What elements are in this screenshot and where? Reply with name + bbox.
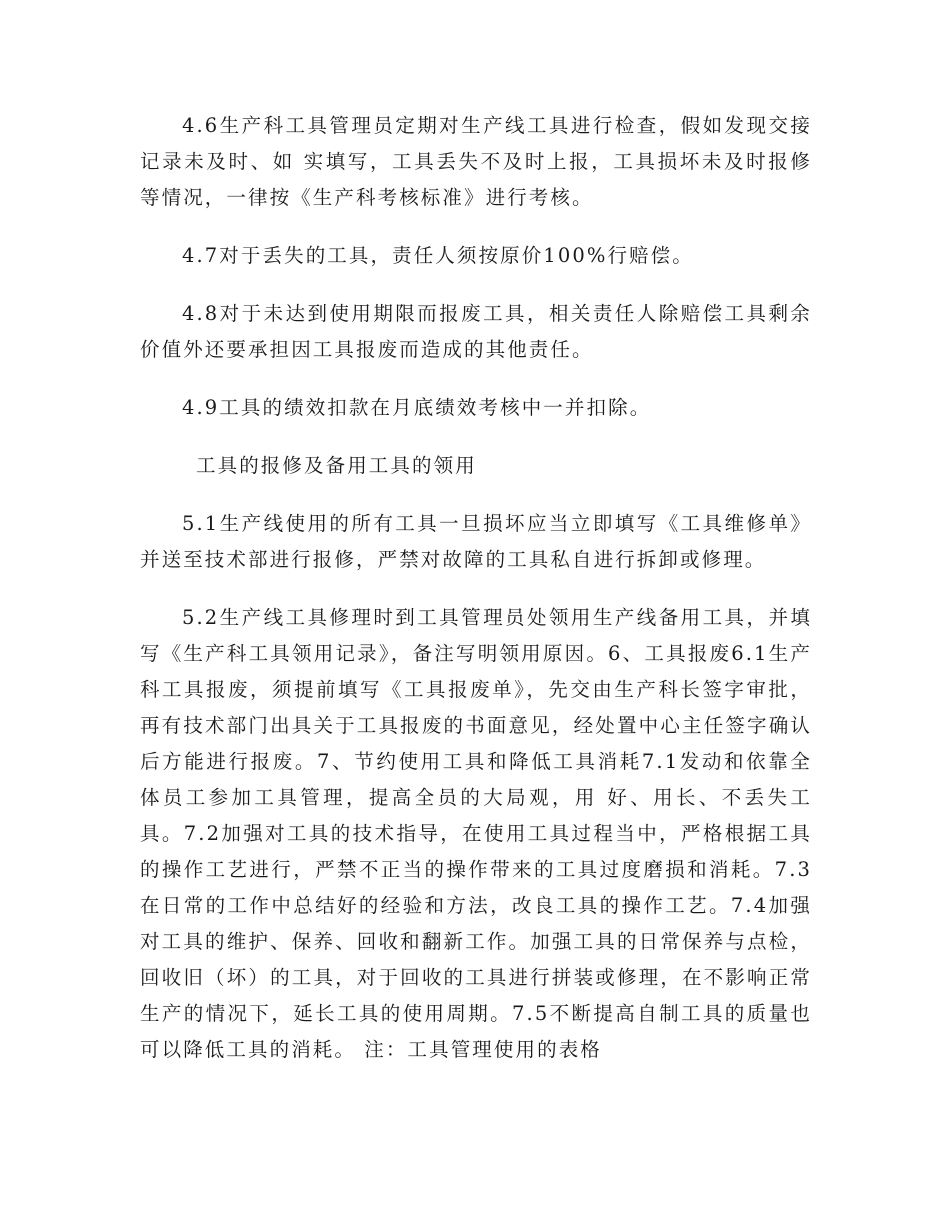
document-page [140,108,812,1068]
paragraph-5-2: 5.2生产线工具修理时到工具管理员处领用生产线备用工具，并填写《生产科工具领用记录》，备注写明领用原因。6、工具报废6.1生产科工具报废，须提前填写《工具报废单》，先交由生产科长签字审批，再有技术部门出具关于工具报废的书面意见，经处置中心主任签字确认后方能进行报废。7、节约使用工具和降低工具消耗7.1发动和依靠全体员工参加工具管理，提高全员的大局观，用 好、用长、不丢失工具。7.2加强对工具的技术指导，在使用工具过程当中，严格根据工具的操作工艺进行，严禁不正当的操作带来的工具过度磨损和消耗。7.3在日常的工作中总结好的经验和方法，改良工具的操作工艺。7.4加强对工具的维护、保养、回收和翻新工作。加强工具的日常保养与点检，回收旧（坏）的工具，对于回收的工具进行拼装或修理，在不影响正常生产的情况下，延长工具的使用周期。7.5不断提高自制工具的质量也可以降低工具的消耗。 注：工具管理使用的表格 [140,606,812,1061]
paragraph-5-1: 5.1生产线使用的所有工具一旦损坏应当立即填写《工具维修单》并送至技术部进行报修，严禁对故障的工具私自进行拆卸或修理。 [140,512,812,571]
section-heading: 工具的报修及备用工具的领用 [196,454,477,477]
paragraph-4-9: 4.9工具的绩效扣款在月底绩效考核中一并扣除。 [182,396,652,419]
paragraph-4-6: 4.6生产科工具管理员定期对生产线工具进行检查，假如发现交接记录未及时、如 实填写，工具丢失不及时上报，工具损坏未及时报修等情况，一律按《生产科考核标准》进行考核。 [140,114,812,209]
paragraph-4-7: 4.7对于丢失的工具，责任人须按原价100%行赔偿。 [182,244,694,267]
paragraph-4-8: 4.8对于未达到使用期限而报废工具，相关责任人除赔偿工具剩余价值外还要承担因工具报废而造成的其他责任。 [140,302,812,361]
